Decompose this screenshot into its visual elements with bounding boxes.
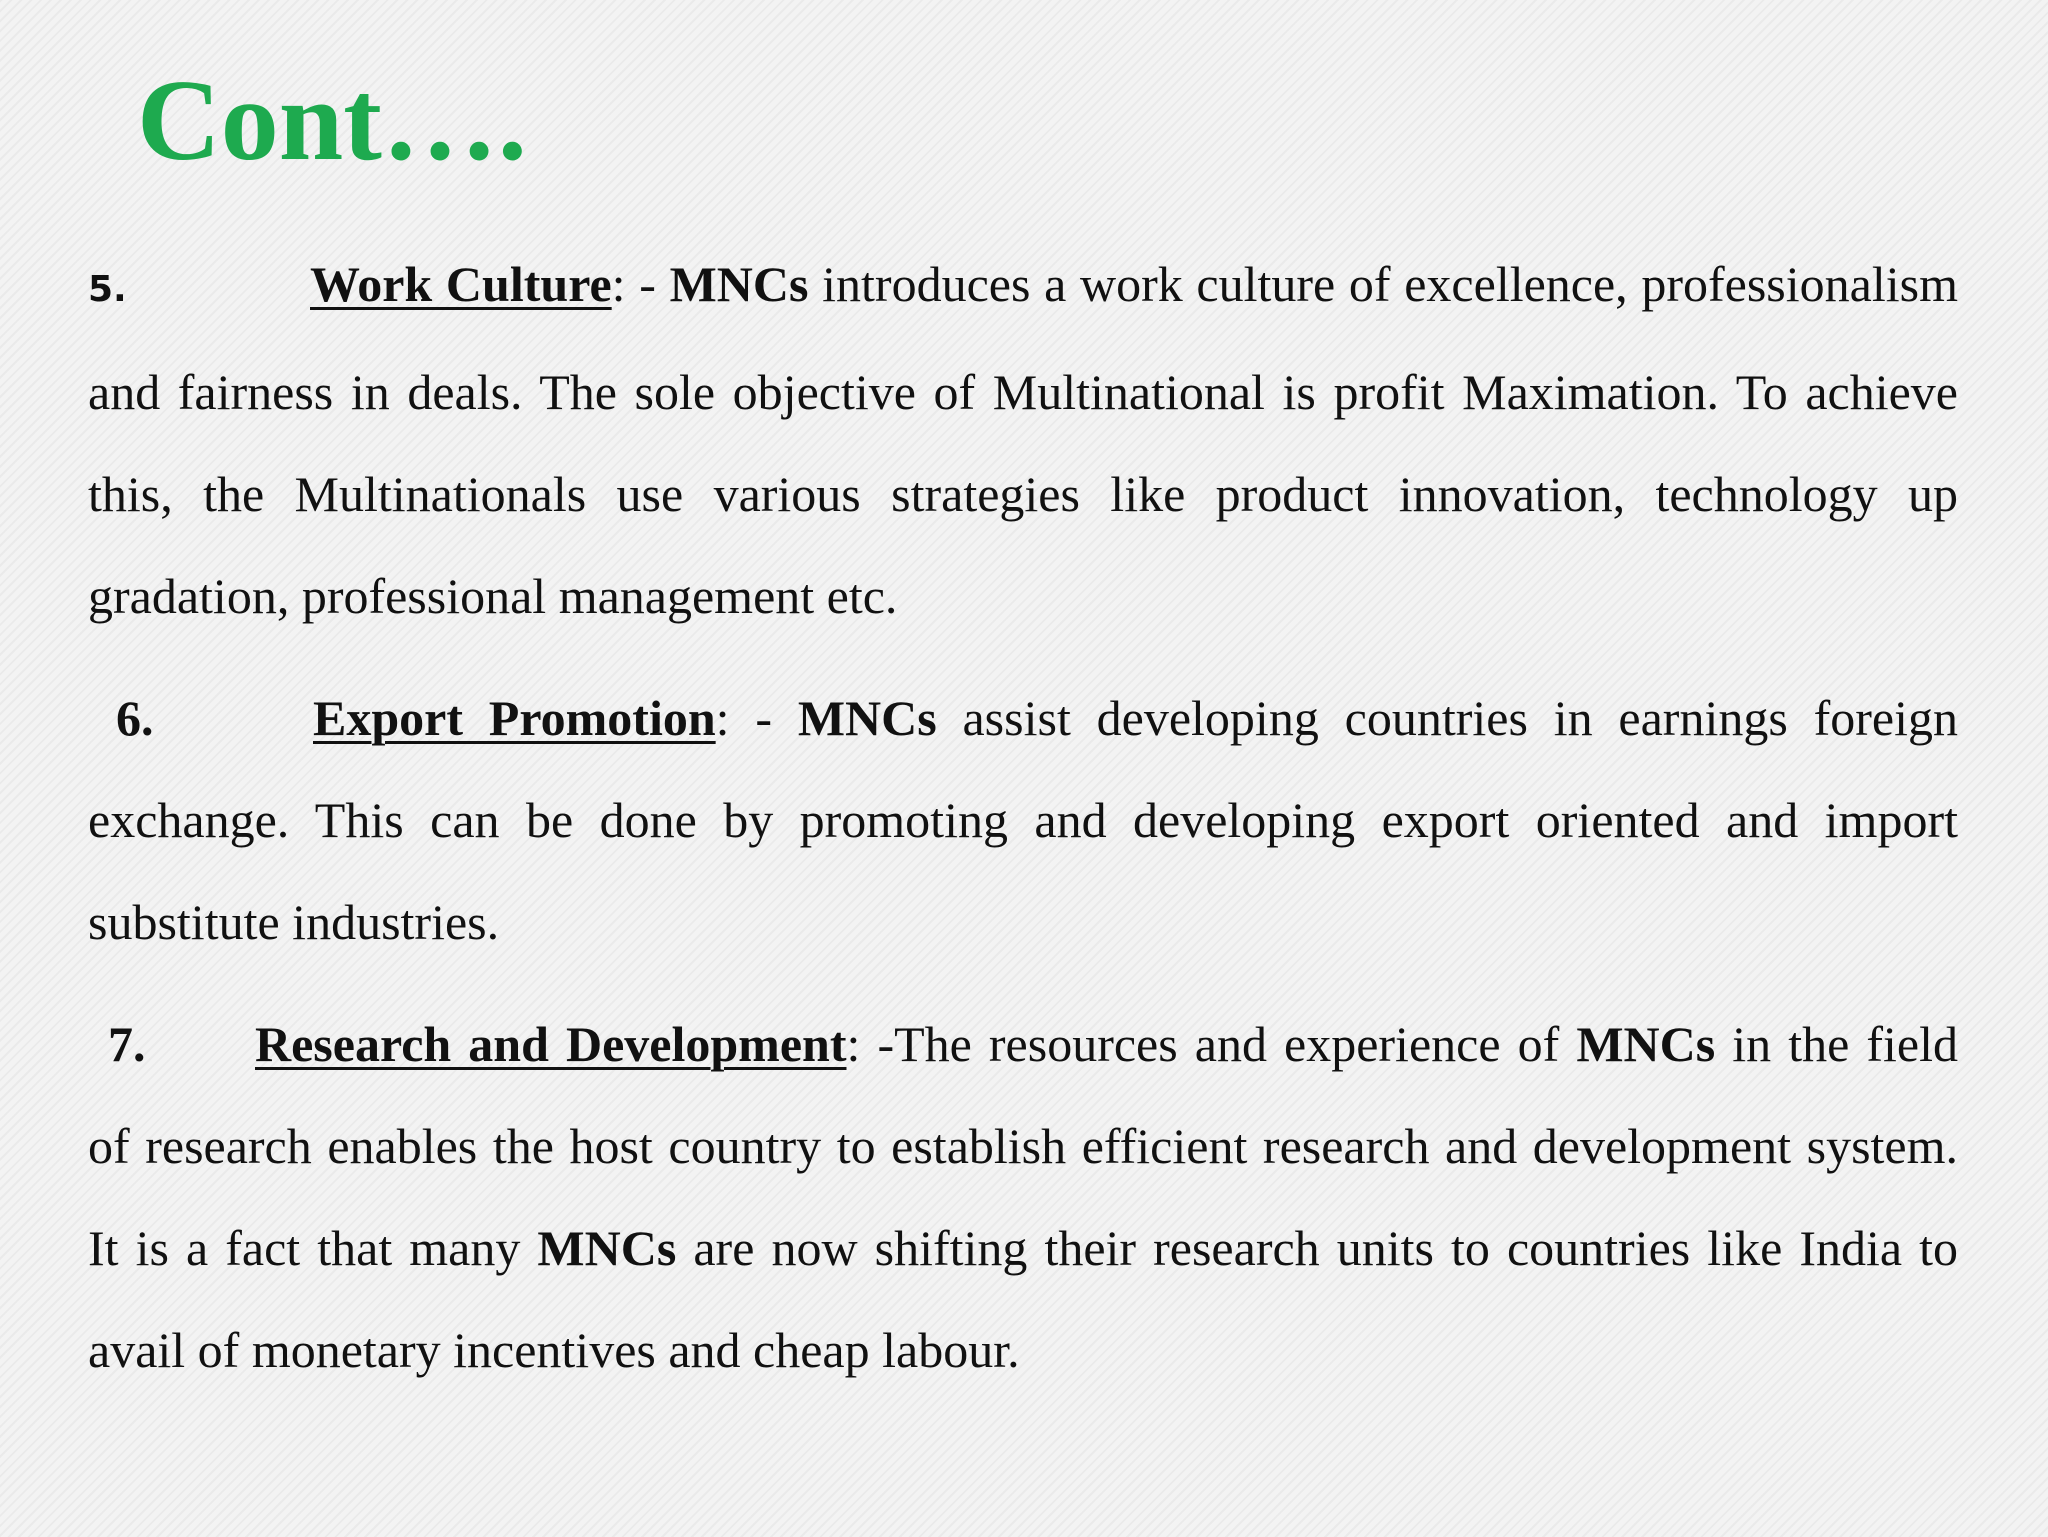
point-separator: : - (715, 690, 798, 746)
bold-term: MNCs (797, 690, 937, 746)
bold-term: MNCs (669, 256, 809, 312)
point-research-development (88, 993, 1958, 1401)
point-text: assist developing countries in earnings foreign exchange. This can be done by promoting and developing export oriented and import substitute industries. (88, 690, 1958, 950)
point-separator: : -The resources and experience of (846, 1016, 1577, 1072)
point-text: in the field of research enables the host country to establish efficient research and development system. It is a fact that many (88, 1016, 1958, 1276)
bold-term: MNCs (537, 1220, 677, 1276)
point-number: 5. (88, 269, 127, 310)
point-text: introduces a work culture of excellence, professionalism and fairness in deals. The sole objective of Multinational is profit Maximation. To achieve this, the Multinationals use various strategies like product innovation, technology up gradation, professional management etc. (88, 256, 1958, 624)
point-heading: Research and Development (255, 1016, 847, 1072)
slide-title: Cont…. (137, 57, 527, 185)
point-heading: Export Promotion (313, 690, 716, 746)
point-work-culture (88, 233, 1958, 647)
point-text: are now shifting their research units to countries like India to avail of monetary incentives and cheap labour. (88, 1220, 1959, 1378)
point-separator: : - (611, 256, 670, 312)
slide-body (88, 233, 1958, 1421)
point-number: 6. (116, 690, 154, 746)
bold-term: MNCs (1576, 1016, 1716, 1072)
point-export-promotion (88, 667, 1958, 973)
point-number: 7. (108, 1016, 146, 1072)
point-heading: Work Culture (310, 256, 612, 312)
